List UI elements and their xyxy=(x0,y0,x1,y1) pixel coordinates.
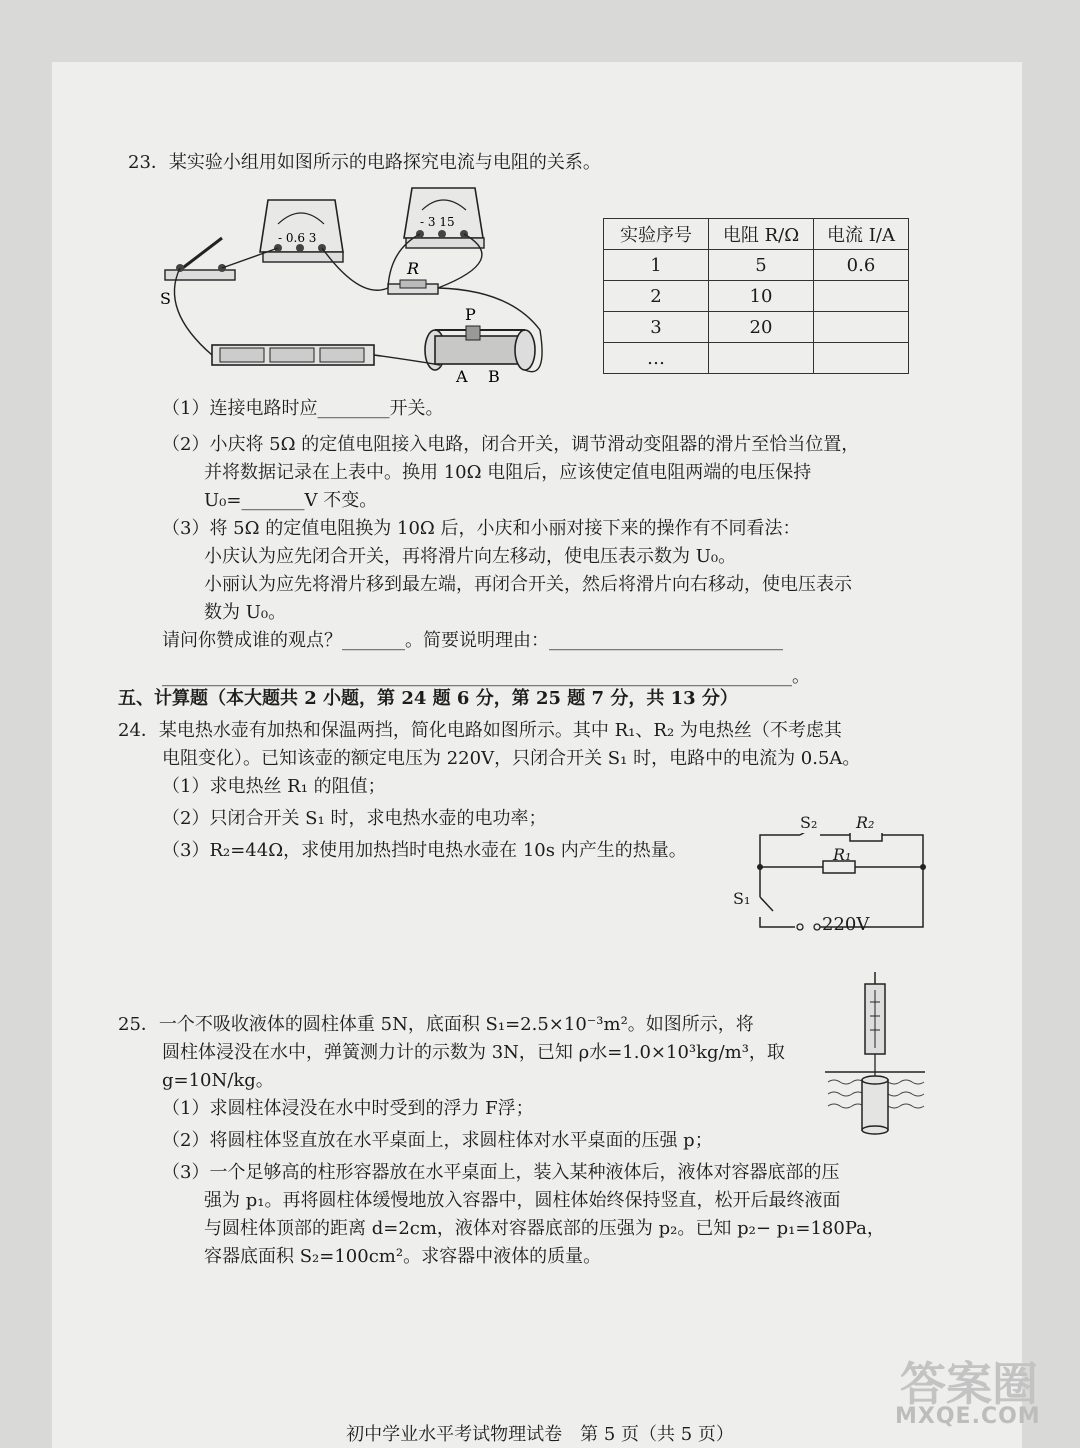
r2-label: R₂ xyxy=(856,813,875,832)
q23-part1: （1）连接电路时应________开关。 xyxy=(162,398,444,419)
q23-part3-line4: 数为 U₀。 xyxy=(204,602,287,623)
table-row xyxy=(604,250,909,281)
table-cell: 20 xyxy=(709,312,814,343)
q23-data-table xyxy=(603,218,909,374)
q23-part3-line1: （3）将 5Ω 的定值电阻换为 10Ω 后，小庆和小丽对接下来的操作有不同看法： xyxy=(162,518,801,539)
q23-part3-line5: 请问你赞成谁的观点？_______。简要说明理由：__________________________ xyxy=(162,630,783,651)
table-cell: … xyxy=(604,343,709,374)
table-header-cell: 实验序号 xyxy=(604,219,709,250)
q25-part3-line4: 容器底面积 S₂=100cm²。求容器中液体的质量。 xyxy=(204,1246,602,1267)
table-row xyxy=(604,343,909,374)
q25-line2: 圆柱体浸没在水中，弹簧测力计的示数为 3N，已知 ρ水=1.0×10³kg/m³，取 xyxy=(162,1042,785,1063)
q24-line2: 电阻变化）。已知该壶的额定电压为 220V，只闭合开关 S₁ 时，电路中的电流为 0.5A。 xyxy=(162,748,861,769)
table-header-row xyxy=(604,219,909,250)
q23-part2-line2: 并将数据记录在上表中。换用 10Ω 电阻后，应该使定值电阻两端的电压保持 xyxy=(204,462,812,483)
resistor-icon xyxy=(388,280,438,294)
switch-label: S xyxy=(160,289,171,308)
spring-scale-icon xyxy=(865,972,885,1080)
rheostat-icon xyxy=(425,326,535,370)
switch-icon xyxy=(165,238,235,280)
voltage-label: 220V xyxy=(822,914,870,935)
page-footer: 初中学业水平考试物理试卷 第 5 页（共 5 页） xyxy=(346,1424,734,1445)
terminal-icon xyxy=(814,924,820,930)
cylinder-icon xyxy=(862,1076,888,1134)
q23-stem: 23．某实验小组用如图所示的电路探究电流与电阻的关系。 xyxy=(128,152,601,173)
table-cell: 3 xyxy=(604,312,709,343)
switch-s1-icon xyxy=(760,897,773,911)
q23-part3-line2: 小庆认为应先闭合开关，再将滑片向左移动，使电压表示数为 U₀。 xyxy=(204,546,737,567)
terminal-b-label: B xyxy=(488,367,500,386)
watermark-logo-text: 答案圈 xyxy=(900,1357,1038,1411)
r1-label: R₁ xyxy=(833,845,852,864)
q25-line3: g=10N/kg。 xyxy=(162,1070,274,1091)
table-cell: 10 xyxy=(709,281,814,312)
q25-part2: （2）将圆柱体竖直放在水平桌面上，求圆柱体对水平桌面的压强 p； xyxy=(162,1130,713,1151)
table-cell xyxy=(814,281,909,312)
table-cell xyxy=(709,343,814,374)
table-row xyxy=(604,281,909,312)
q25-part3-line3: 与圆柱体顶部的距离 d=2cm，液体对容器底部的压强为 p₂。已知 p₂− p₁=180Pa， xyxy=(204,1218,885,1239)
table-cell: 2 xyxy=(604,281,709,312)
q25-part3-line2: 强为 p₁。再将圆柱体缓慢地放入容器中，圆柱体始终保持竖直，松开后最终液面 xyxy=(204,1190,841,1211)
q25-part1: （1）求圆柱体浸没在水中时受到的浮力 F浮； xyxy=(162,1098,534,1119)
battery-icon xyxy=(212,345,374,365)
table-header-cell: 电流 I/A xyxy=(814,219,909,250)
table-cell: 5 xyxy=(709,250,814,281)
section-5-heading: 五、计算题（本大题共 2 小题，第 24 题 6 分，第 25 题 7 分，共 13 分） xyxy=(118,688,738,709)
table-cell: 0.6 xyxy=(814,250,909,281)
terminal-a-label: A xyxy=(456,367,468,386)
q23-part2-line3: U₀=_______V 不变。 xyxy=(204,490,378,511)
voltmeter-scale-label: - 3 15 xyxy=(420,215,455,229)
table-header-cell: 电阻 R/Ω xyxy=(709,219,814,250)
q24-part1: （1）求电热丝 R₁ 的阻值； xyxy=(162,776,386,797)
junction-dot-icon xyxy=(920,864,926,870)
q25-part3-line1: （3）一个足够高的柱形容器放在水平桌面上，装入某种液体后，液体对容器底部的压 xyxy=(162,1162,840,1183)
slider-p-label: P xyxy=(465,305,476,324)
junction-dot-icon xyxy=(757,864,763,870)
q23-part3-line6: ______________________________________________________________________。 xyxy=(162,666,810,687)
watermark-text: MXQE.COM xyxy=(895,1404,1041,1429)
q24-part2: （2）只闭合开关 S₁ 时，求电热水壶的电功率； xyxy=(162,808,547,829)
q24-line1: 24．某电热水壶有加热和保温两挡，简化电路如图所示。其中 R₁、R₂ 为电热丝（不考虑其 xyxy=(118,720,842,741)
table-cell xyxy=(814,343,909,374)
table-cell xyxy=(814,312,909,343)
q23-circuit-figure xyxy=(150,180,550,415)
s1-label: S₁ xyxy=(733,889,751,908)
terminal-icon xyxy=(797,924,803,930)
table-cell: 1 xyxy=(604,250,709,281)
q23-part3-line3: 小丽认为应先将滑片移到最左端，再闭合开关，然后将滑片向右移动，使电压表示 xyxy=(204,574,852,595)
s2-label: S₂ xyxy=(800,813,818,832)
resistor-label: R xyxy=(407,259,420,278)
q23-part2-line1: （2）小庆将 5Ω 的定值电阻接入电路，闭合开关，调节滑动变阻器的滑片至恰当位置， xyxy=(162,434,860,455)
ammeter-scale-label: - 0.6 3 xyxy=(278,231,317,245)
table-row xyxy=(604,312,909,343)
q25-spring-scale-figure xyxy=(820,972,930,1142)
q25-line1: 25．一个不吸收液体的圆柱体重 5N，底面积 S₁=2.5×10⁻³m²。如图所示，将 xyxy=(118,1014,754,1035)
q24-part3: （3）R₂=44Ω，求使用加热挡时电热水壶在 10s 内产生的热量。 xyxy=(162,840,687,861)
